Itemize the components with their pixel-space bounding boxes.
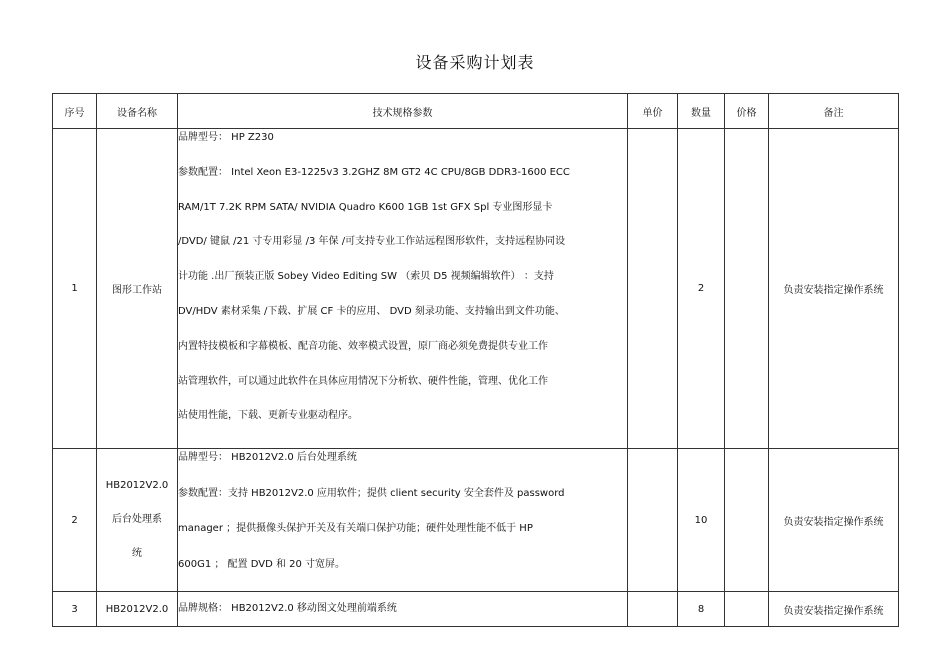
row-name: 图形工作站 (97, 129, 178, 449)
row-qty: 8 (678, 592, 725, 627)
header-seq: 序号 (53, 94, 97, 129)
row-remark: 负责安装指定操作系统 (769, 592, 899, 627)
row-unit-price (628, 449, 678, 592)
spec-line: 计功能 .出厂预装正版 Sobey Video Editing SW （索贝 D5 视频编辑软件） ：支持 (178, 271, 554, 283)
spec-line: 参数配置：支持 HB2012V2.0 应用软件；提供 client security 安全套件及 password (178, 487, 565, 499)
document-title: 设备采购计划表 (415, 53, 535, 72)
table-row (53, 592, 899, 627)
spec-line: DV/HDV 素材采集 /下载、扩展 CF 卡的应用、 DVD 刻录功能、支持输出到文件功能、 (178, 305, 565, 317)
spec-line: 品牌规格： HB2012V2.0 移动图文处理前端系统 (178, 603, 397, 614)
row-qty: 10 (678, 449, 725, 592)
header-remark: 备注 (769, 94, 899, 129)
row-price (725, 129, 769, 449)
header-unit-price: 单价 (628, 94, 678, 129)
row-price (725, 449, 769, 592)
row-remark: 负责安装指定操作系统 (769, 129, 899, 449)
row-seq: 1 (53, 129, 97, 449)
spec-line: 内置特技模板和字幕模板、配音功能、效率模式设置，原厂商必须免费提供专业工作 (178, 340, 548, 352)
table-row (53, 449, 899, 592)
row-spec (178, 129, 628, 449)
row-qty: 2 (678, 129, 725, 449)
row-name: HB2012V2.0 (97, 592, 178, 627)
row-spec (178, 449, 628, 592)
spec-line: 600G1 ； 配置 DVD 和 20 寸宽屏。 (178, 558, 346, 570)
name-line: 后台处理系 (112, 514, 162, 525)
header-name: 设备名称 (97, 94, 178, 129)
spec-line: 参数配置： Intel Xeon E3-1225v3 3.2GHZ 8M GT2 4C CPU/8GB DDR3-1600 ECC (178, 166, 570, 178)
header-price: 价格 (725, 94, 769, 129)
name-line: 统 (132, 548, 142, 559)
row-seq: 2 (53, 449, 97, 592)
spec-line: 品牌型号： HP Z230 (178, 132, 274, 143)
row-unit-price (628, 592, 678, 627)
spec-line: 品牌型号： HB2012V2.0 后台处理系统 (178, 452, 357, 463)
header-spec: 技术规格参数 (178, 94, 628, 129)
spec-line: manager ；提供摄像头保护开关及有关端口保护功能；硬件处理性能不低于 HP (178, 523, 533, 534)
header-row (53, 94, 899, 129)
spec-line: 站使用性能，下载、更新专业驱动程序。 (178, 410, 358, 422)
procurement-table (52, 93, 899, 627)
spec-line: /DVD/ 键鼠 /21 寸专用彩显 /3 年保 /可支持专业工作站远程图形软件，支持远程协同设 (178, 236, 566, 248)
row-seq: 3 (53, 592, 97, 627)
row-remark: 负责安装指定操作系统 (769, 449, 899, 592)
row-price (725, 592, 769, 627)
row-name (97, 449, 178, 592)
name-line: HB2012V2.0 (105, 480, 169, 491)
spec-line: 站管理软件，可以通过此软件在具体应用情况下分析软、硬件性能，管理、优化工作 (178, 375, 548, 387)
header-qty: 数量 (678, 94, 725, 129)
spec-line: RAM/1T 7.2K RPM SATA/ NVIDIA Quadro K600 1GB 1st GFX Spl 专业图形显卡 (178, 201, 553, 213)
row-spec (178, 592, 628, 627)
row-unit-price (628, 129, 678, 449)
table-row (53, 129, 899, 449)
